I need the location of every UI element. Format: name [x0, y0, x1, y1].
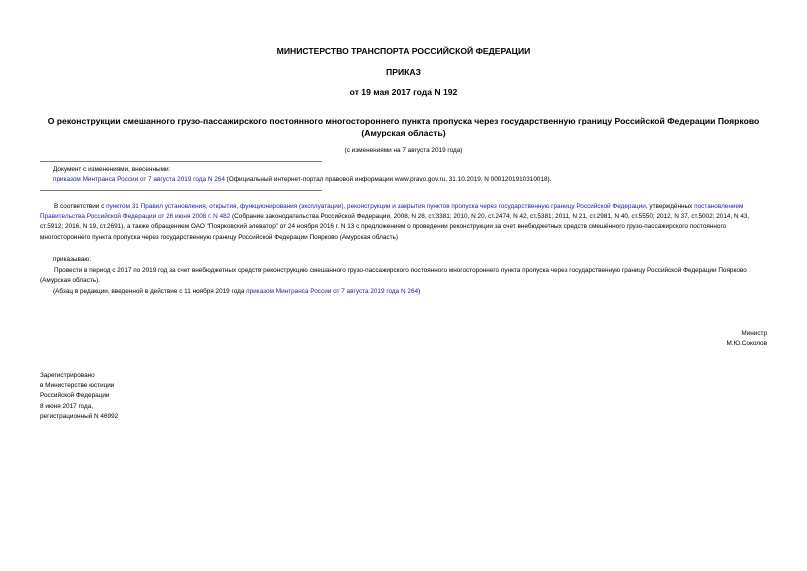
preamble-paragraph — [40, 202, 767, 243]
changes-link[interactable]: приказом Минтранса России от 7 августа 2019 года N 264 — [53, 176, 225, 184]
signature-block — [726, 329, 767, 349]
doc-type-heading: ПРИКАЗ — [386, 67, 421, 77]
ministry-heading: МИНИСТЕРСТВО ТРАНСПОРТА РОССИЙСКОЙ ФЕДЕРАЦИИ — [276, 46, 531, 56]
changes-bottom-rule — [40, 190, 322, 191]
order-note-text-1: (Абзац в редакции, введенной в действие с 11 ноября 2019 года — [53, 288, 247, 295]
preamble-text-3: (Собрание законодательства Российской Федерации, 2008, N 28, ст.3381; 2010, N 20, ст.2474, N 42, ст.5381; 2011, N 21, ст.2981, N 40, ст.5550; 2012, N 37, ст.5002; 2014, N 43, ст.5912; 2016, N 19, ст.2691), а также обращением ОАО "Поярковский элеватор" от 24 ноября 2016 г. N 13 с предложением о проведении реконструкции за счет внебюджетных средств смешённого грузо-пассажирского постоянного многостороннего пункта пропуска через государственную границу Российской Федерации Поярково (Амурская область) — [40, 213, 750, 241]
registration-line-2: в Министерстве юстиции — [40, 382, 115, 390]
registration-line-4: 8 июня 2017 года, — [40, 402, 94, 410]
amendments-note: (с изменениями на 7 августа 2019 года) — [344, 147, 463, 154]
preamble-text-2: , утверждённых — [645, 203, 695, 210]
order-note-link[interactable]: приказом Минтранса России от 7 августа 2019 года N 264 — [246, 288, 419, 295]
registration-line-1: Зарегистрировано — [40, 372, 95, 379]
registration-line-5: регистрационный N 46992 — [40, 412, 119, 420]
document-title: О реконструкции смешанного грузо-пассажирского постоянного многостороннего пункта пропуска через государственную границу Российской Федерации Поярково (Амурская область) — [47, 116, 760, 138]
order-note — [53, 287, 767, 297]
preamble-text-1: В соответствии с — [54, 203, 107, 210]
order-item: Провести в период с 2017 по 2019 год за счет внебюджетных средств реконструкцию смешанного грузо-пассажирского постоянного многостороннего пункта пропуска через государственную границу Российской Федерации Поярково (Амурская область). — [40, 267, 747, 285]
changes-label: Документ с изменениями, внесенными: — [53, 166, 171, 173]
government-decree-link[interactable]: постановлением Правительства Российской Федерации от 26 июня 2008 г. N 482 — [40, 203, 744, 221]
date-number-heading: от 19 мая 2017 года N 192 — [349, 87, 458, 97]
changes-box — [53, 165, 753, 185]
registration-line-3: Российской Федерации — [40, 392, 110, 400]
changes-line — [53, 175, 753, 185]
prikazyvayu-text: приказываю: — [53, 256, 91, 263]
signature-position: Министр — [741, 330, 767, 337]
signature-name: М.Ю.Соколов — [726, 340, 767, 348]
rules-link[interactable]: пунктом 31 Правил установления, открытия, функционирования (эксплуатации), реконструкции и закрытия пунктов пропуска через государственную границу Российской Федерации — [106, 203, 646, 210]
order-note-text-2: ) — [418, 288, 421, 295]
changes-rest: (Официальный интернет-портал правовой информации www.pravo.gov.ru, 31.10.2019, N 0001201910310018). — [224, 176, 552, 184]
registration-block — [40, 371, 118, 422]
changes-top-rule — [40, 161, 322, 162]
